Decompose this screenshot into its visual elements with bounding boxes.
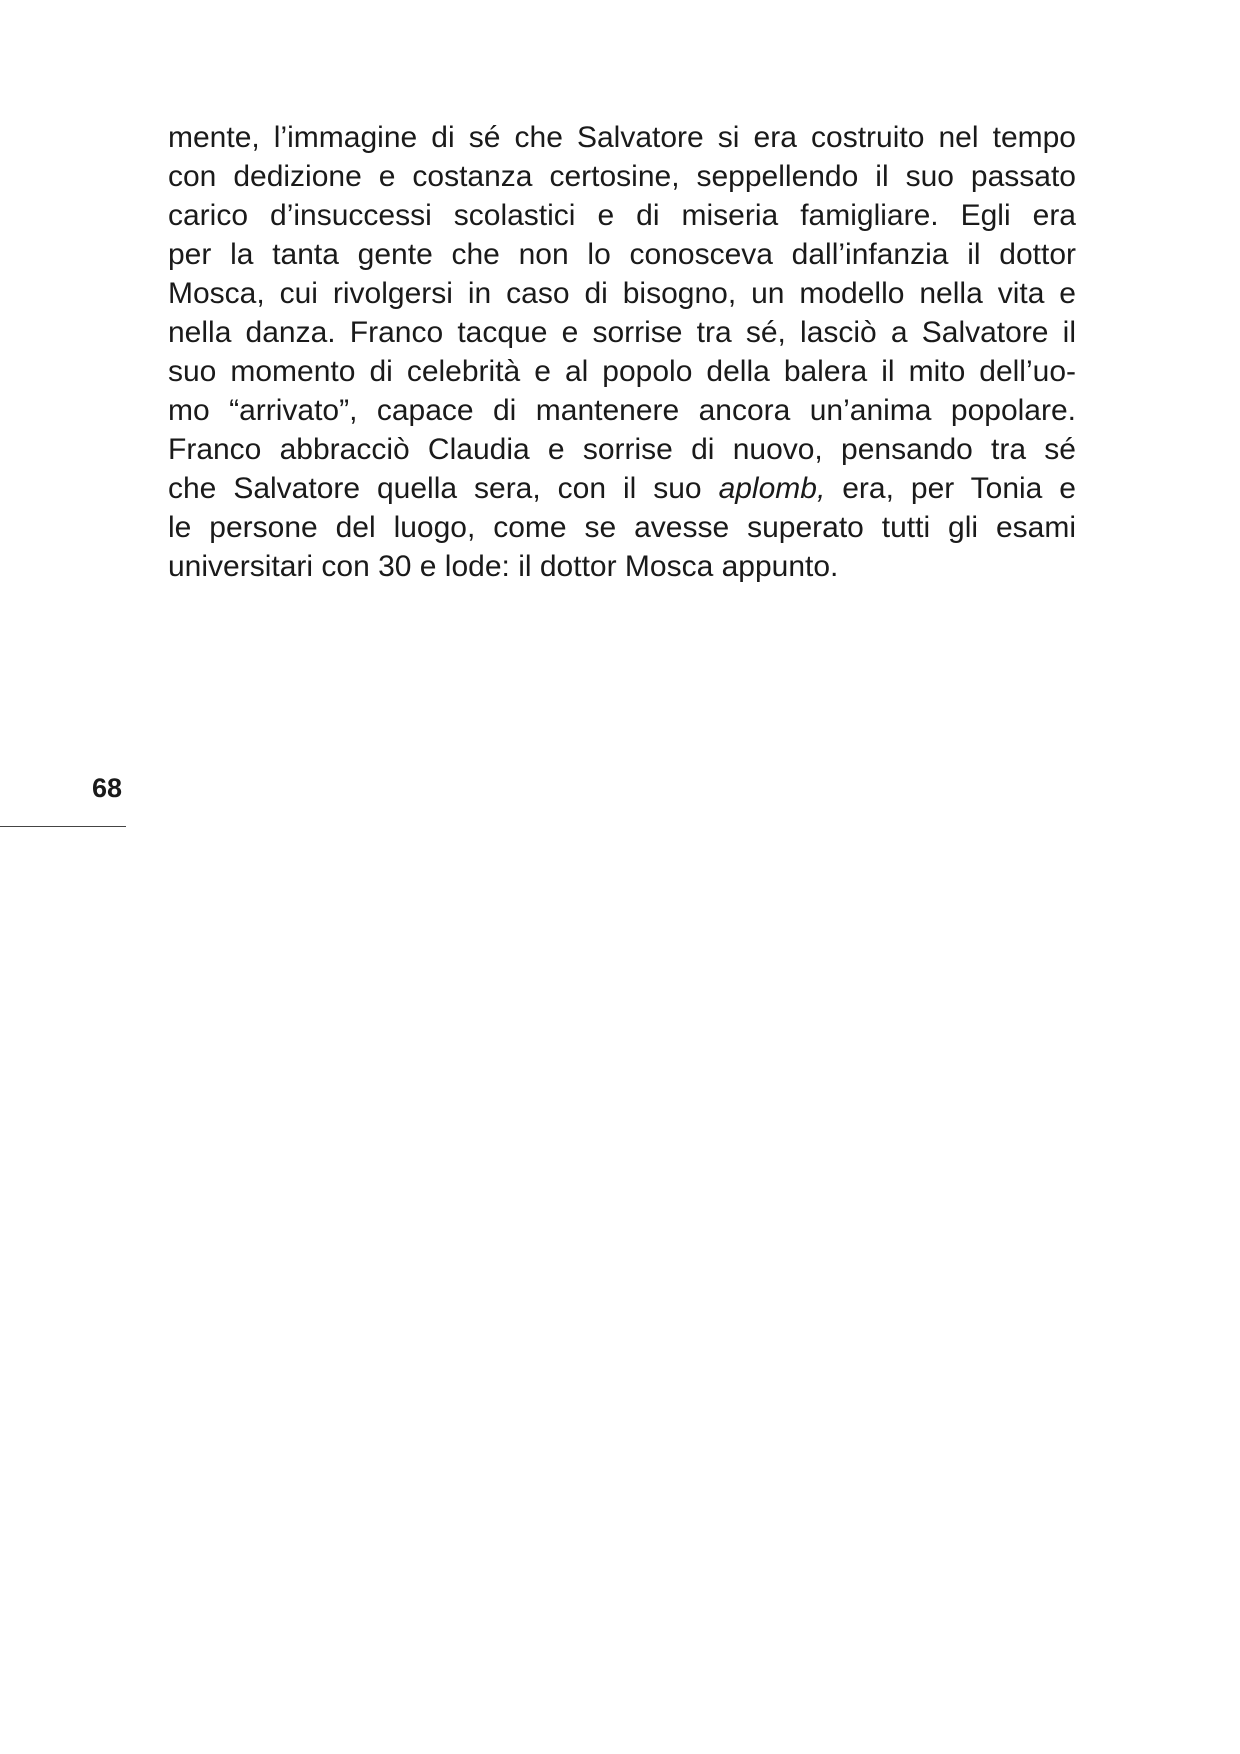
text-line: mente, l’immagine di sé che Salvatore si era costruito nel tempo: [168, 121, 1076, 154]
text-line: nella danza. Franco tacque e sorrise tra sé, lasciò a Salvatore il: [168, 316, 1076, 349]
text-line: carico d’insuccessi scolastici e di miseria famigliare. Egli era: [168, 199, 1076, 232]
italic-term: aplomb,: [718, 472, 826, 505]
text-line: per la tanta gente che non lo conosceva dall’infanzia il dottor: [168, 238, 1076, 271]
text-line: mo “arrivato”, capace di mantenere ancora un’anima popolare.: [168, 394, 1076, 427]
page-number: 68: [92, 773, 123, 803]
text-line: Mosca, cui rivolgersi in caso di bisogno, un modello nella vita e: [168, 277, 1076, 310]
text-line: Franco abbracciò Claudia e sorrise di nuovo, pensando tra sé: [168, 433, 1076, 466]
text-run: che Salvatore quella sera, con il suo: [168, 472, 719, 505]
page-number-rule: [0, 826, 126, 827]
text-line: le persone del luogo, come se avesse superato tutti gli esami: [168, 511, 1076, 544]
text-line: [168, 469, 1076, 508]
text-line: universitari con 30 e lode: il dottor Mosca appunto.: [168, 550, 839, 583]
text-line: suo momento di celebrità e al popolo della balera il mito dell’uo-: [168, 355, 1076, 388]
text-run: era, per Tonia e: [825, 472, 1076, 505]
body-paragraph: [168, 118, 1076, 586]
text-line: con dedizione e costanza certosine, seppellendo il suo passato: [168, 160, 1076, 193]
